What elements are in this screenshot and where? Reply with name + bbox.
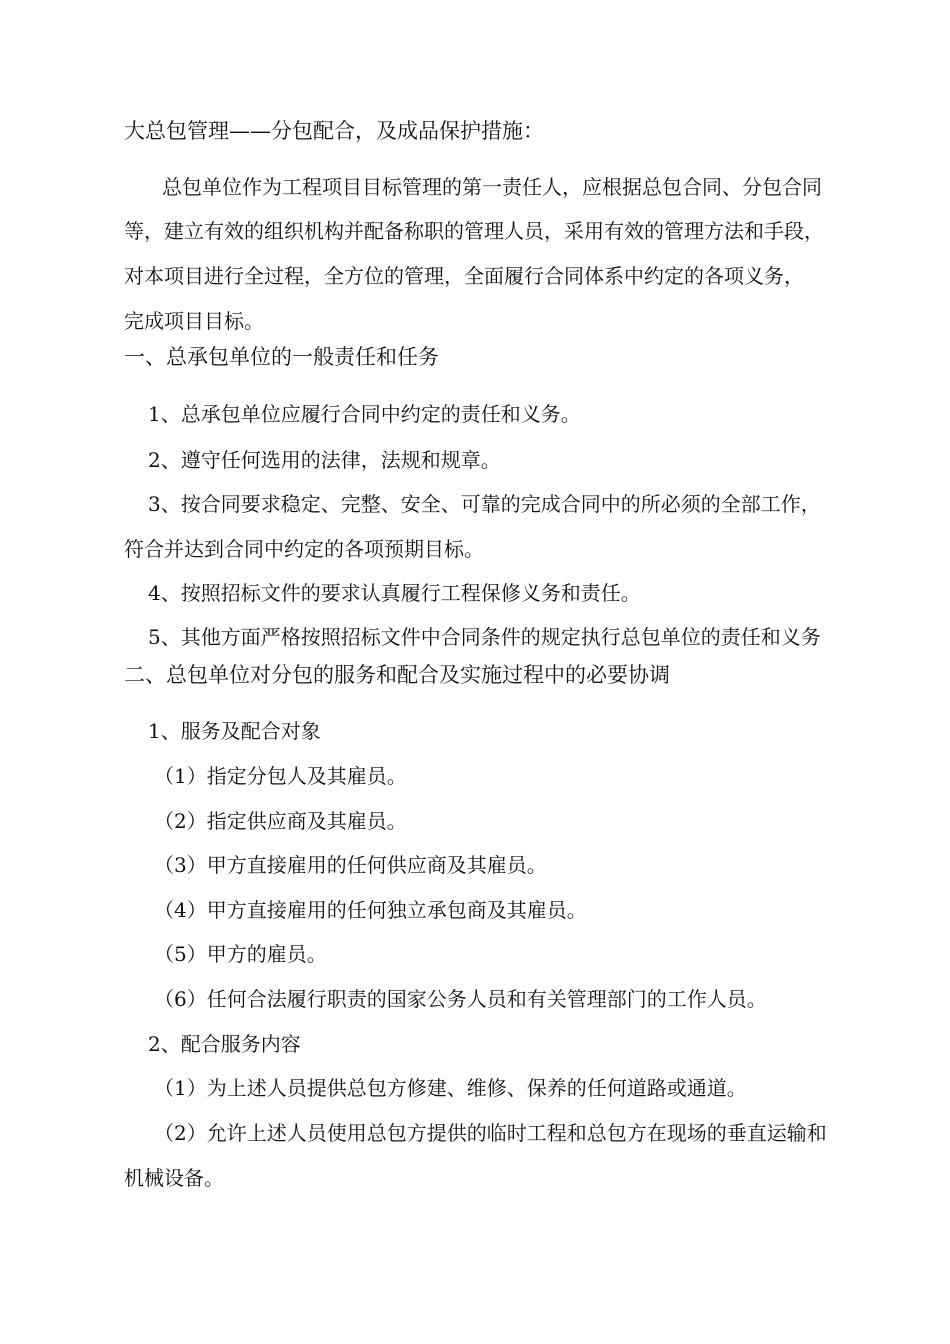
intro-line-4: 完成项目目标。 [124, 309, 264, 333]
section-1-item-5: 5、其他方面严格按照招标文件中合同条件的规定执行总包单位的责任和义务 [148, 625, 821, 649]
section-1-item-1: 1、总承包单位应履行合同中约定的责任和义务。 [148, 402, 581, 426]
sub-1-item-3: （3）甲方直接雇用的任何供应商及其雇员。 [154, 853, 547, 877]
intro-line-1: 总包单位作为工程项目目标管理的第一责任人，应根据总包合同、分包合同 [162, 175, 822, 199]
intro-line-2: 等，建立有效的组织机构并配备称职的管理人员，采用有效的管理方法和手段， [124, 219, 824, 243]
section-1-item-4: 4、按照招标文件的要求认真履行工程保修义务和责任。 [148, 581, 641, 605]
sub-1-item-5: （5）甲方的雇员。 [154, 942, 327, 966]
document-title: 大总包管理——分包配合，及成品保护措施： [124, 119, 544, 143]
section-2-sub-1-heading: 1、服务及配合对象 [148, 719, 321, 743]
sub-2-item-1: （1）为上述人员提供总包方修建、维修、保养的任何道路或通道。 [154, 1076, 747, 1100]
section-2-sub-2-heading: 2、配合服务内容 [148, 1032, 301, 1056]
sub-2-item-2: （2）允许上述人员使用总包方提供的临时工程和总包方在现场的垂直运输和 [154, 1121, 827, 1145]
section-1-item-3-cont: 符合并达到合同中约定的各项预期目标。 [124, 537, 484, 561]
section-1-item-2: 2、遵守任何选用的法律，法规和规章。 [148, 448, 501, 472]
intro-line-3: 对本项目进行全过程，全方位的管理，全面履行合同体系中约定的各项义务， [124, 264, 804, 288]
sub-2-item-2-cont: 机械设备。 [124, 1166, 224, 1190]
section-1-heading: 一、总承包单位的一般责任和任务 [124, 345, 439, 369]
sub-1-item-4: （4）甲方直接雇用的任何独立承包商及其雇员。 [154, 898, 587, 922]
section-2-heading: 二、总包单位对分包的服务和配合及实施过程中的必要协调 [124, 663, 670, 687]
sub-1-item-6: （6）任何合法履行职责的国家公务人员和有关管理部门的工作人员。 [154, 987, 767, 1011]
sub-1-item-2: （2）指定供应商及其雇员。 [154, 809, 407, 833]
section-1-item-3: 3、按合同要求稳定、完整、安全、可靠的完成合同中的所必须的全部工作， [148, 492, 821, 516]
sub-1-item-1: （1）指定分包人及其雇员。 [154, 764, 407, 788]
